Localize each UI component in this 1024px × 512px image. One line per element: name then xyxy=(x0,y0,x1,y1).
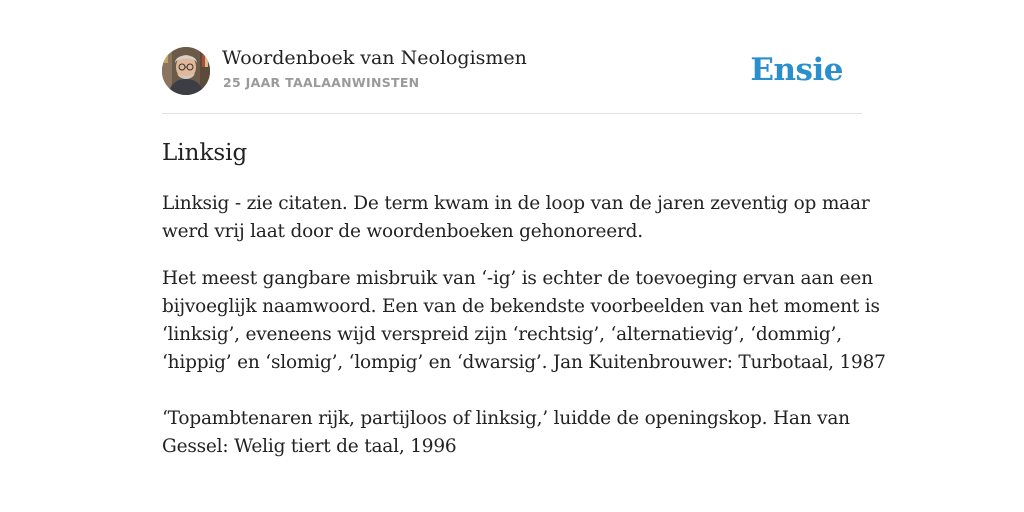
paragraph-line: Linksig - zie citaten. De term kwam in de loop van de jaren zeventig op maar xyxy=(162,193,870,214)
article-paragraph xyxy=(162,265,886,377)
author-subtitle: 25 JAAR TAALAANWINSTEN xyxy=(223,75,420,90)
paragraph-line: ‘linksig’, eveneens wijd verspreid zijn ‘rechtsig’, ‘alternatievig’, ‘dommig’, xyxy=(162,324,842,345)
header xyxy=(162,46,862,96)
page xyxy=(162,0,886,512)
paragraph-line: ‘Topambtenaren rijk, partijloos of linksig,’ luidde de openingskop. Han van xyxy=(162,408,850,429)
brand-logo[interactable]: Ensie xyxy=(750,52,843,88)
paragraph-line: werd vrij laat door de woordenboeken gehonoreerd. xyxy=(162,221,643,242)
divider xyxy=(162,113,862,114)
avatar[interactable] xyxy=(162,47,210,95)
author-portrait-icon xyxy=(162,47,210,95)
paragraph-line: Gessel: Welig tiert de taal, 1996 xyxy=(162,436,457,457)
paragraph-line: ‘hippig’ en ‘slomig’, ‘lompig’ en ‘dwarsig’. Jan Kuitenbrouwer: Turbotaal, 1987 xyxy=(162,352,886,373)
article-title: Linksig xyxy=(162,140,248,166)
paragraph-line: bijvoeglijk naamwoord. Een van de bekendste voorbeelden van het moment is xyxy=(162,296,880,317)
author-name[interactable]: Woordenboek van Neologismen xyxy=(222,47,527,69)
article-paragraph xyxy=(162,405,862,461)
paragraph-line: Het meest gangbare misbruik van ‘-ig’ is echter de toevoeging ervan aan een xyxy=(162,268,873,289)
article-paragraph xyxy=(162,190,870,246)
